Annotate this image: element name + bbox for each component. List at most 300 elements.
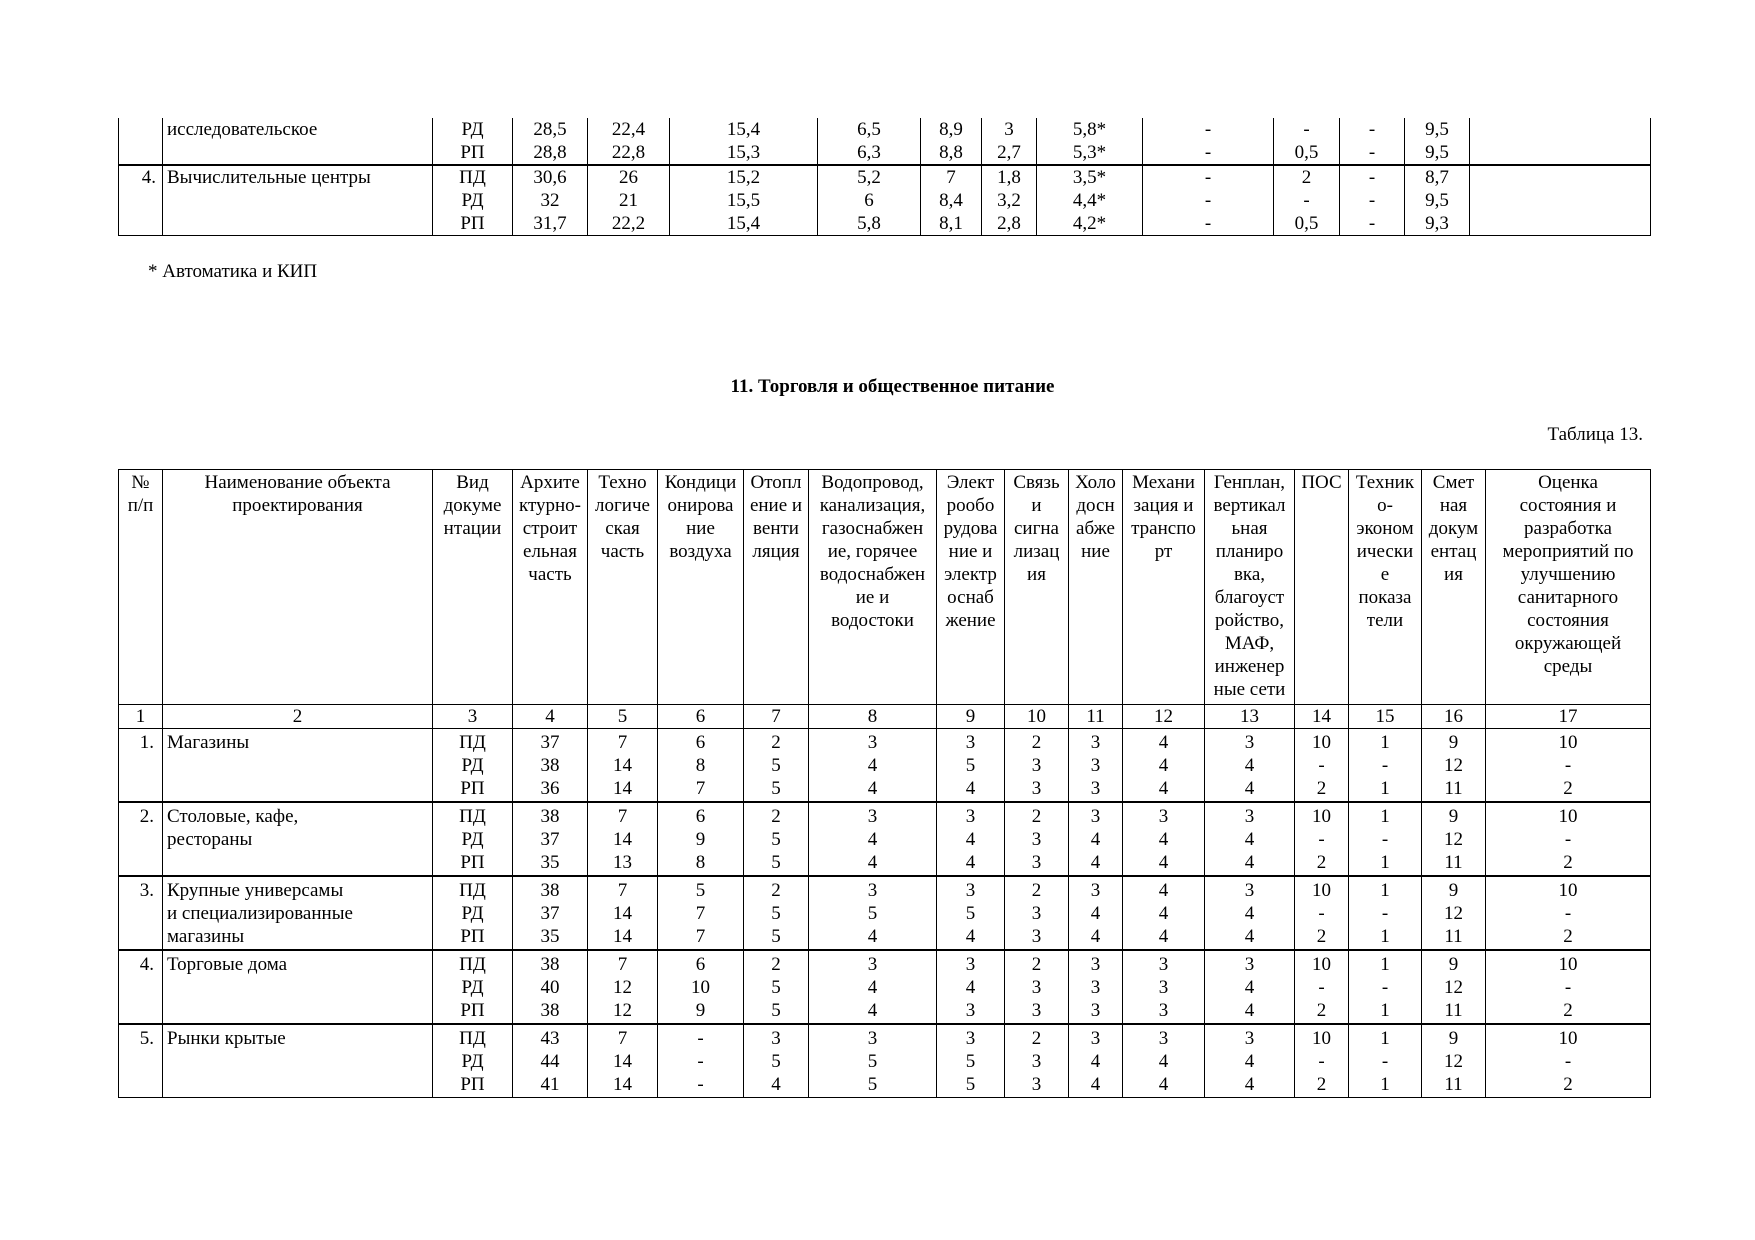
cell-value: 4 bbox=[867, 755, 878, 776]
cell-value: 1 bbox=[1380, 880, 1390, 901]
cell-values bbox=[937, 729, 1005, 803]
cell-value: 3 bbox=[1090, 806, 1101, 827]
cell-value: 2 bbox=[1031, 806, 1042, 827]
header-line: и bbox=[1031, 495, 1042, 516]
cell-value: 6 bbox=[695, 954, 706, 975]
cell-values bbox=[1069, 729, 1123, 803]
cell-value: 7 bbox=[617, 732, 628, 753]
cell-value: 15,4 bbox=[670, 118, 818, 141]
cell-values bbox=[1205, 802, 1295, 876]
cell-value: РД bbox=[433, 189, 513, 212]
cell-values bbox=[1295, 1024, 1349, 1098]
cell-value: 15,2 bbox=[670, 165, 818, 189]
cell-values bbox=[1295, 950, 1349, 1024]
row-name bbox=[163, 141, 433, 165]
cell-value: 11 bbox=[1444, 1000, 1463, 1021]
table-row bbox=[119, 950, 1651, 1024]
cell-values bbox=[658, 1024, 744, 1098]
row-number: 5. bbox=[119, 1024, 163, 1098]
cell-value: РП bbox=[460, 1074, 485, 1095]
header-line: ние bbox=[1081, 541, 1110, 562]
header-line: разработка bbox=[1524, 518, 1612, 539]
cell-value: 37 bbox=[540, 829, 560, 850]
cell-value: ПД bbox=[459, 954, 486, 975]
column-number: 15 bbox=[1349, 705, 1422, 729]
cell-values bbox=[1123, 950, 1205, 1024]
cell-value: 3 bbox=[965, 954, 976, 975]
column-header bbox=[1422, 470, 1486, 705]
header-line: ПОС bbox=[1301, 472, 1342, 493]
cell-value: 4 bbox=[867, 852, 878, 873]
cell-value: 2 bbox=[1031, 954, 1042, 975]
cell-value: - bbox=[1274, 189, 1340, 212]
cell-value: 12 bbox=[1444, 829, 1463, 850]
cell-value: 38 bbox=[540, 1000, 560, 1021]
cell-value: 8,4 bbox=[921, 189, 982, 212]
column-number: 13 bbox=[1205, 705, 1295, 729]
cell-value: 4 bbox=[1158, 852, 1169, 873]
cell-value: 4 bbox=[965, 829, 976, 850]
cell-value: 2 bbox=[771, 880, 781, 901]
cell-value: 6 bbox=[695, 806, 706, 827]
header-line: Техно bbox=[598, 472, 647, 493]
cell-value: 22,2 bbox=[588, 212, 670, 236]
row-number: 2. bbox=[119, 802, 163, 876]
column-number: 5 bbox=[588, 705, 658, 729]
cell-value: 2 bbox=[1563, 778, 1573, 799]
cell-value: 4 bbox=[1090, 903, 1101, 924]
cell-value: 4 bbox=[1158, 880, 1169, 901]
cell-values bbox=[1349, 729, 1422, 803]
row-number: 3. bbox=[119, 876, 163, 950]
cell-value: 8 bbox=[695, 852, 706, 873]
cell-value: 3 bbox=[1090, 1028, 1101, 1049]
cell-values bbox=[1205, 950, 1295, 1024]
cell-value: 12 bbox=[1444, 755, 1463, 776]
cell-value: 10 bbox=[1558, 880, 1578, 901]
cell-value: - bbox=[1274, 118, 1340, 141]
cell-value: 9,3 bbox=[1405, 212, 1470, 236]
cell-value: РД bbox=[433, 118, 513, 141]
row-number bbox=[119, 118, 163, 141]
cell-values bbox=[744, 876, 809, 950]
column-header bbox=[1123, 470, 1205, 705]
header-line: п/п bbox=[127, 495, 154, 516]
cell-values bbox=[1005, 729, 1069, 803]
cell-value: - bbox=[1564, 755, 1572, 776]
row-name bbox=[163, 802, 433, 876]
cell-value: 7 bbox=[695, 926, 706, 947]
header-line: Холо bbox=[1075, 472, 1116, 493]
cell-values bbox=[744, 1024, 809, 1098]
cell-values bbox=[1123, 876, 1205, 950]
cell-values bbox=[658, 876, 744, 950]
cell-value: 9,5 bbox=[1405, 118, 1470, 141]
cell-value bbox=[1470, 141, 1651, 165]
cell-value: 22,8 bbox=[588, 141, 670, 165]
cell-values bbox=[1349, 802, 1422, 876]
cell-value: 41 bbox=[540, 1074, 560, 1095]
footnote: * Автоматика и КИП bbox=[148, 261, 318, 282]
cell-value: - bbox=[1564, 977, 1572, 998]
cell-value: 4 bbox=[1090, 926, 1101, 947]
cell-value: 3 bbox=[1031, 852, 1042, 873]
cell-value bbox=[1470, 212, 1651, 236]
header-line: досн bbox=[1076, 495, 1115, 516]
header-line: ентац bbox=[1430, 541, 1477, 562]
column-number: 9 bbox=[937, 705, 1005, 729]
column-number-row bbox=[119, 705, 1651, 729]
cell-value: 2 bbox=[1031, 1028, 1042, 1049]
row-name-line: магазины bbox=[167, 926, 245, 947]
header-line: ельная bbox=[523, 541, 577, 562]
header-line: ия bbox=[1444, 564, 1463, 585]
cell-values bbox=[744, 802, 809, 876]
row-number: 4. bbox=[119, 165, 163, 189]
cell-value: 1 bbox=[1380, 732, 1390, 753]
cell-value: 3 bbox=[1244, 806, 1255, 827]
cell-value: 15,3 bbox=[670, 141, 818, 165]
cell-value: 38 bbox=[540, 755, 560, 776]
cell-value: 14 bbox=[613, 829, 632, 850]
column-number: 1 bbox=[119, 705, 163, 729]
cell-value: 7 bbox=[921, 165, 982, 189]
cell-value: 5 bbox=[771, 829, 781, 850]
header-line: Элект bbox=[946, 472, 995, 493]
cell-value: 3 bbox=[1031, 829, 1042, 850]
header-line: канализация, bbox=[819, 495, 926, 516]
cell-value: 32 bbox=[513, 189, 588, 212]
cell-value: 4 bbox=[1090, 1051, 1101, 1072]
cell-value: 1 bbox=[1380, 778, 1390, 799]
cell-values bbox=[433, 802, 513, 876]
cell-value: 4 bbox=[1158, 903, 1169, 924]
header-line: ьная bbox=[1231, 518, 1268, 539]
header-line: ически bbox=[1356, 541, 1414, 562]
column-number: 2 bbox=[163, 705, 433, 729]
cell-value: РП bbox=[433, 212, 513, 236]
cell-values bbox=[1349, 1024, 1422, 1098]
cell-value: 14 bbox=[613, 1051, 632, 1072]
header-line: эконом bbox=[1356, 518, 1414, 539]
cell-value: 4,4* bbox=[1037, 189, 1143, 212]
cell-value: 11 bbox=[1444, 852, 1463, 873]
header-line: Механи bbox=[1132, 472, 1195, 493]
cell-value: 5 bbox=[695, 880, 706, 901]
cell-value: 5 bbox=[965, 755, 976, 776]
cell-values bbox=[1295, 876, 1349, 950]
cell-value: - bbox=[1318, 755, 1325, 776]
cell-value: 4 bbox=[1158, 829, 1169, 850]
cell-values bbox=[1069, 950, 1123, 1024]
header-line: проектирования bbox=[232, 495, 363, 516]
cell-value: 5 bbox=[771, 778, 781, 799]
header-line: водостоки bbox=[831, 610, 914, 631]
cell-value: 5,8 bbox=[818, 212, 921, 236]
cell-value: 4 bbox=[1244, 926, 1255, 947]
header-line: докум bbox=[1428, 518, 1479, 539]
cell-value: 7 bbox=[617, 954, 628, 975]
cell-value: 3 bbox=[1158, 1000, 1169, 1021]
cell-value: 3 bbox=[771, 1028, 781, 1049]
header-line: рообо bbox=[946, 495, 995, 516]
cell-value: 1 bbox=[1380, 852, 1390, 873]
cell-value: 4 bbox=[1090, 829, 1101, 850]
cell-values bbox=[588, 950, 658, 1024]
cell-value: 3 bbox=[965, 1028, 976, 1049]
header-line: нтации bbox=[443, 518, 502, 539]
header-line: Архите bbox=[520, 472, 580, 493]
row-name-line: Торговые дома bbox=[167, 954, 288, 975]
cell-value: 10 bbox=[1312, 732, 1331, 753]
cell-value: - bbox=[1318, 977, 1325, 998]
cell-value: 7 bbox=[617, 880, 628, 901]
cell-value: - bbox=[1143, 212, 1274, 236]
cell-value: 4 bbox=[867, 829, 878, 850]
row-name bbox=[163, 1024, 433, 1098]
cell-values bbox=[658, 729, 744, 803]
cell-value: РД bbox=[461, 1051, 484, 1072]
cell-value: 9 bbox=[1448, 806, 1459, 827]
cell-value: 3 bbox=[1244, 732, 1255, 753]
cell-value: 3,2 bbox=[982, 189, 1037, 212]
cell-value: 3 bbox=[1031, 1000, 1042, 1021]
cell-value: 4 bbox=[1090, 852, 1101, 873]
cell-value: 26 bbox=[588, 165, 670, 189]
cell-values bbox=[1005, 876, 1069, 950]
cell-value: 5 bbox=[965, 1074, 976, 1095]
cell-value: 37 bbox=[540, 903, 560, 924]
cell-value: 12 bbox=[1444, 903, 1463, 924]
cell-value: 4 bbox=[965, 926, 976, 947]
table-row bbox=[119, 876, 1651, 950]
column-number: 8 bbox=[809, 705, 937, 729]
column-number: 10 bbox=[1005, 705, 1069, 729]
cell-values bbox=[513, 802, 588, 876]
cell-value: 40 bbox=[540, 977, 560, 998]
cell-value: 4 bbox=[1244, 903, 1255, 924]
cell-value bbox=[1470, 165, 1651, 189]
header-line: жение bbox=[945, 610, 996, 631]
cell-values bbox=[937, 876, 1005, 950]
cell-value: 9 bbox=[695, 829, 706, 850]
cell-value: 3 bbox=[1031, 903, 1042, 924]
row-name-line: Магазины bbox=[167, 732, 250, 753]
row-number bbox=[119, 212, 163, 236]
column-number: 12 bbox=[1123, 705, 1205, 729]
column-header bbox=[809, 470, 937, 705]
header-line: ение и bbox=[749, 495, 803, 516]
header-line: лизац bbox=[1013, 541, 1060, 562]
cell-values bbox=[809, 802, 937, 876]
column-header bbox=[1349, 470, 1422, 705]
cell-value: 37 bbox=[540, 732, 560, 753]
cell-value: 5 bbox=[867, 1074, 878, 1095]
cell-values bbox=[1123, 802, 1205, 876]
header-line: вка, bbox=[1233, 564, 1266, 585]
cell-value: 8 bbox=[695, 755, 706, 776]
cell-value: 4 bbox=[1244, 778, 1255, 799]
cell-value: 5 bbox=[867, 1051, 878, 1072]
column-number: 17 bbox=[1486, 705, 1651, 729]
cell-values bbox=[1422, 950, 1486, 1024]
cell-value: 2 bbox=[1563, 1074, 1573, 1095]
header-line: инженер bbox=[1214, 656, 1285, 677]
cell-value: 4 bbox=[1158, 732, 1169, 753]
cell-value: 5 bbox=[965, 1051, 976, 1072]
header-line: тели bbox=[1366, 610, 1404, 631]
header-line: состояния bbox=[1527, 610, 1609, 631]
cell-value: 4 bbox=[1244, 977, 1255, 998]
cell-value: РД bbox=[461, 977, 484, 998]
column-header bbox=[119, 470, 163, 705]
cell-value: 14 bbox=[613, 903, 632, 924]
cell-value: - bbox=[1143, 165, 1274, 189]
cell-value: ПД bbox=[459, 806, 486, 827]
cell-values bbox=[1005, 802, 1069, 876]
cell-value: - bbox=[1564, 1051, 1572, 1072]
column-number: 16 bbox=[1422, 705, 1486, 729]
cell-value: 3 bbox=[1158, 977, 1169, 998]
cell-value: ПД bbox=[459, 880, 486, 901]
cell-value: - bbox=[1318, 903, 1325, 924]
header-line: ия bbox=[1027, 564, 1046, 585]
cell-value: 9 bbox=[1448, 880, 1459, 901]
cell-value: 2 bbox=[1563, 926, 1573, 947]
cell-value: 1 bbox=[1380, 1028, 1390, 1049]
cell-value: 4 bbox=[1158, 1051, 1169, 1072]
cell-values bbox=[433, 876, 513, 950]
cell-value: 4 bbox=[1244, 1000, 1255, 1021]
cell-values bbox=[1349, 876, 1422, 950]
cell-value: 4 bbox=[1158, 1074, 1169, 1095]
column-header bbox=[163, 470, 433, 705]
cell-value: 28,8 bbox=[513, 141, 588, 165]
cell-value: - bbox=[1340, 212, 1405, 236]
column-header bbox=[1005, 470, 1069, 705]
cell-value: 3 bbox=[1090, 732, 1101, 753]
cell-value: 1 bbox=[1380, 926, 1390, 947]
cell-value: 6 bbox=[695, 732, 706, 753]
cell-value: 15,5 bbox=[670, 189, 818, 212]
header-line: ные сети bbox=[1213, 679, 1286, 700]
header-line: мероприятий по bbox=[1502, 541, 1634, 562]
cell-value: 30,6 bbox=[513, 165, 588, 189]
cell-value: 7 bbox=[617, 1028, 628, 1049]
column-header bbox=[588, 470, 658, 705]
cell-value: 15,4 bbox=[670, 212, 818, 236]
cell-values bbox=[658, 802, 744, 876]
cell-value: 4 bbox=[1158, 755, 1169, 776]
cell-value: 3 bbox=[1031, 778, 1042, 799]
cell-value: 10 bbox=[1312, 1028, 1331, 1049]
cell-value: 7 bbox=[695, 778, 706, 799]
cell-value: ПД bbox=[433, 165, 513, 189]
cell-value: 4 bbox=[1090, 1074, 1101, 1095]
header-line: Генплан, bbox=[1213, 472, 1286, 493]
cell-value: РП bbox=[460, 1000, 485, 1021]
cell-value: 5 bbox=[771, 1051, 781, 1072]
row-name-line: Крупные универсамы bbox=[167, 880, 344, 901]
cell-value: 4 bbox=[1244, 755, 1255, 776]
cell-values bbox=[1005, 1024, 1069, 1098]
header-line: ие, горячее bbox=[827, 541, 918, 562]
cell-value: 8,8 bbox=[921, 141, 982, 165]
cell-value: 3 bbox=[1031, 1051, 1042, 1072]
cell-value: 9,5 bbox=[1405, 189, 1470, 212]
header-line: абже bbox=[1076, 518, 1115, 539]
header-line: рудова bbox=[943, 518, 998, 539]
cell-value: 1 bbox=[1380, 954, 1390, 975]
row-number: 4. bbox=[119, 950, 163, 1024]
cell-value: 4 bbox=[867, 977, 878, 998]
cell-value: 44 bbox=[540, 1051, 560, 1072]
cell-value: - bbox=[1381, 1051, 1389, 1072]
cell-value: 12 bbox=[1444, 1051, 1463, 1072]
cell-value: - bbox=[1340, 165, 1405, 189]
cell-value: 8,7 bbox=[1405, 165, 1470, 189]
cell-value: 5 bbox=[867, 903, 878, 924]
cell-values bbox=[1205, 1024, 1295, 1098]
cell-value: 4 bbox=[965, 977, 976, 998]
cell-value: 14 bbox=[613, 926, 632, 947]
cell-values bbox=[1486, 1024, 1651, 1098]
header-line: МАФ, bbox=[1224, 633, 1275, 654]
top-table-continuation bbox=[118, 118, 1651, 236]
cell-value: 7 bbox=[695, 903, 706, 924]
cell-value: 12 bbox=[1444, 977, 1463, 998]
cell-value: 8,1 bbox=[921, 212, 982, 236]
header-line: ние bbox=[686, 518, 715, 539]
cell-value: - bbox=[1340, 189, 1405, 212]
cell-values bbox=[1486, 876, 1651, 950]
cell-value: 10 bbox=[1558, 806, 1578, 827]
cell-value: 4 bbox=[1244, 1074, 1255, 1095]
cell-values bbox=[1422, 729, 1486, 803]
cell-value: 3 bbox=[1031, 755, 1042, 776]
cell-values bbox=[744, 729, 809, 803]
cell-value: ПД bbox=[459, 1028, 486, 1049]
cell-value: РД bbox=[461, 903, 484, 924]
cell-value: 6 bbox=[818, 189, 921, 212]
cell-value: 0,5 bbox=[1274, 212, 1340, 236]
table-row bbox=[119, 189, 1651, 212]
table-row bbox=[119, 802, 1651, 876]
cell-value: - bbox=[1340, 141, 1405, 165]
column-header bbox=[1486, 470, 1651, 705]
cell-value: 4 bbox=[1244, 852, 1255, 873]
cell-value: 3 bbox=[1031, 977, 1042, 998]
row-name: Вычислительные центры bbox=[163, 165, 433, 189]
cell-value: - bbox=[1564, 903, 1572, 924]
cell-value: - bbox=[1340, 118, 1405, 141]
cell-value: - bbox=[1381, 903, 1389, 924]
header-line: Смет bbox=[1432, 472, 1475, 493]
cell-value: 3 bbox=[965, 806, 976, 827]
cell-value: 6,3 bbox=[818, 141, 921, 165]
column-number: 6 bbox=[658, 705, 744, 729]
column-header bbox=[937, 470, 1005, 705]
header-line: состояния и bbox=[1519, 495, 1617, 516]
header-line: окружающей bbox=[1514, 633, 1622, 654]
row-name bbox=[163, 876, 433, 950]
cell-values bbox=[1422, 1024, 1486, 1098]
header-line: ние и bbox=[948, 541, 993, 562]
cell-value: 14 bbox=[613, 755, 632, 776]
header-line: венти bbox=[753, 518, 799, 539]
cell-values bbox=[1069, 876, 1123, 950]
cell-value: 4 bbox=[965, 778, 976, 799]
